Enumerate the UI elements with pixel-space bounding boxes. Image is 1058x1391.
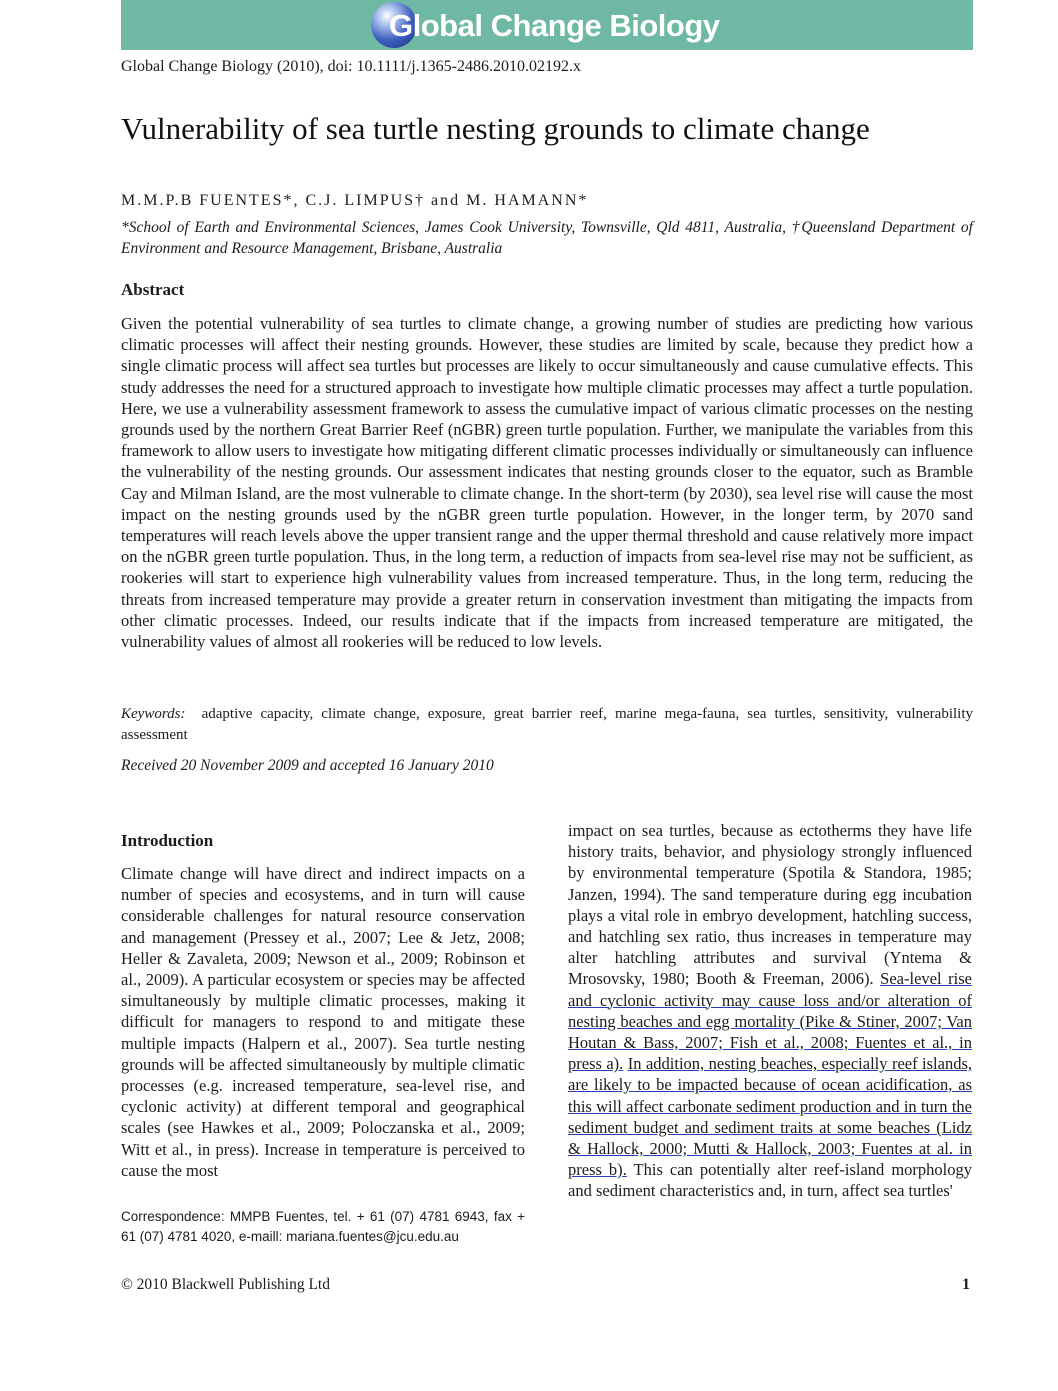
page-number: 1 [962, 1276, 970, 1293]
journal-name: Global Change Biology [389, 8, 720, 43]
highlighted-passage[interactable]: In addition, nesting beaches, especially reef islands, are likely to be impacted because of ocean acidification, as this will affect carbonate sediment production and in turn the sediment budget and sediment traits at some beaches (Lidz & Hallock, 2000; Mutti & Hallock, 2003; Fuentes at al. in press b). [568, 1054, 972, 1180]
journal-banner [121, 0, 973, 50]
right-column-text: This can potentially alter reef-island morphology and sediment characteristics and, in turn, affect sea turtles' [568, 1160, 972, 1201]
authors [121, 192, 588, 210]
affiliations: *School of Earth and Environmental Sciences, James Cook University, Townsville, Qld 4811, Australia, †Queensland Department of Environment and Resource Management, Brisbane, Australia [121, 219, 973, 257]
abstract-heading: Abstract [121, 280, 185, 299]
highlighted-passage[interactable]: Sea-level rise and cyclonic activity may cause loss and/or alteration of nesting beaches and egg mortality (Pike & Stiner, 2007; Van Houtan & Bass, 2007; Fish et al., 2008; Fuentes et al., in press a). [568, 969, 972, 1074]
author-list: M.M.P.B FUENTES*, C.J. LIMPUS† and M. HAMANN* [121, 192, 589, 209]
introduction-left-column: Climate change will have direct and indirect impacts on a number of species and ecosystems, and in turn will cause considerable challenges for natural resource conservation and management (Pressey et al., 2007; Lee & Jetz, 2008; Heller & Zavaleta, 2009; Newson et al., 2009; Robinson et al., 2009). A particular ecosystem or species may be affected simultaneously by multiple climatic processes, making it difficult for managers to respond to and mitigate these multiple impacts (Halpern et al., 2007). Sea turtle nesting grounds will be affected simultaneously by multiple climatic processes (e.g. increased temperature, sea-level rise, and cyclonic activity) at different temporal and geographical scales (see Hawkes et al., 2009; Poloczanska et al., 2009; Witt et al., in press). Increase in temperature is perceived to cause the most [121, 864, 525, 1180]
citation-line: Global Change Biology (2010), doi: 10.1111/j.1365-2486.2010.02192.x [121, 58, 581, 75]
abstract-text: Given the potential vulnerability of sea turtles to climate change, a growing number of studies are predicting how various climatic processes will affect their nesting grounds. However, these studies are limited by scale, because they predict how a single climatic process will affect sea turtles but processes are likely to occur simultaneously and cause cumulative effects. This study addresses the need for a structured approach to investigate how multiple climatic processes may affect a turtle population. Here, we use a vulnerability assessment framework to assess the cumulative impact of various climatic processes on the nesting grounds used by the northern Great Barrier Reef (nGBR) green turtle population. Further, we manipulate the variables from this framework to allow users to investigate how mitigating different climatic processes individually or simultaneously can influence the vulnerability of the nesting grounds. Our assessment indicates that nesting grounds closer to the equator, such as Bramble Cay and Milman Island, are the most vulnerable to climate change. In the short-term (by 2030), sea level rise will cause the most impact on the nesting grounds used by the nGBR green turtle population. However, in the longer term, by 2070 sand temperatures will reach levels above the upper transient range and the upper thermal threshold and cause relatively more impact on the nGBR green turtle population. Thus, in the long term, a reduction of impacts from sea-level rise may not be sufficient, as rookeries will start to experience high vulnerability values from increased temperature. Thus, in the long term, reducing the threats from increased temperature may provide a greater return in conservation investment than mitigating the impacts from other climatic processes. Indeed, our results indicate that if the impacts from increased temperature are mitigated, the vulnerability values of almost all rookeries will be reduced to low levels. [121, 314, 973, 652]
copyright: © 2010 Blackwell Publishing Ltd [121, 1276, 330, 1293]
received-dates: Received 20 November 2009 and accepted 16 January 2010 [121, 757, 494, 774]
keywords-list: adaptive capacity, climate change, exposure, great barrier reef, marine mega-fauna, sea turtles, sensitivity, vulnerability assessment [121, 706, 973, 743]
correspondence-note: Correspondence: MMPB Fuentes, tel. + 61 (07) 4781 6943, fax + 61 (07) 4781 4020, e-maill: mariana.fuentes@jcu.edu.au [121, 1209, 525, 1244]
introduction-right-column [568, 820, 972, 1202]
article-title: Vulnerability of sea turtle nesting grounds to climate change [121, 111, 870, 146]
keywords-label: Keywords: [121, 706, 186, 722]
right-column-text: impact on sea turtles, because as ectotherms they have life history traits, behavior, and physiology strongly influenced by environmental temperature (Spotila & Standora, 1985; Janzen, 1994). The sand temperature during egg incubation plays a vital role in embryo development, hatchling success, and hatchling sex ratio, thus increases in temperature may alter hatchling attributes and survival (Yntema & Mrosovsky, 1980; Booth & Freeman, 2006). [568, 821, 972, 989]
introduction-heading: Introduction [121, 831, 214, 850]
keywords [121, 704, 973, 746]
